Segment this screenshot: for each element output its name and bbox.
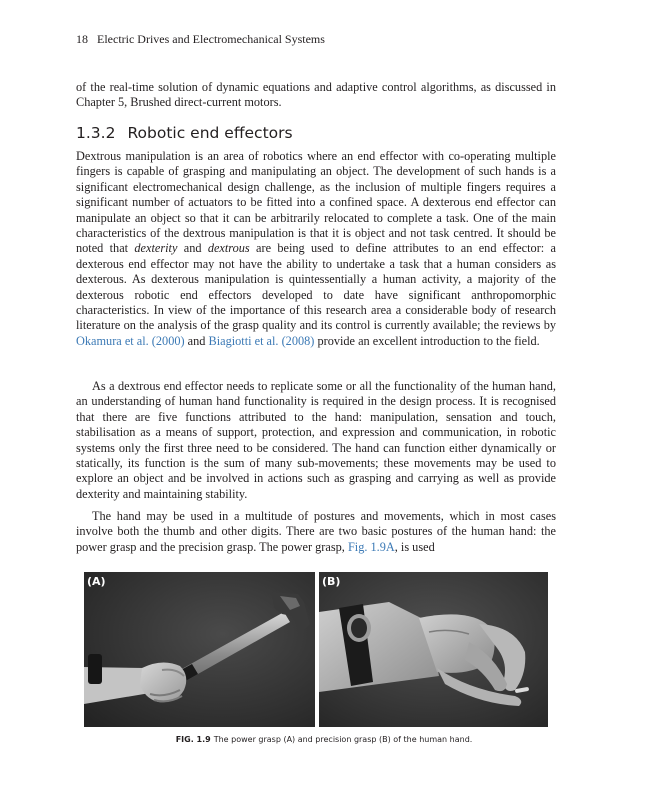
figure-reference[interactable]: Fig. 1.9A [347, 539, 395, 554]
running-head [76, 32, 325, 47]
book-title: Electric Drives and Electromechanical Systems [97, 32, 325, 46]
body-paragraph-3: The hand may be used in a multitude of postures and movements, which in most cases involve both the thumb and other digits. There are two basic postures of the human hand: the power grasp and the precision grasp. The power grasp, Fig. 1.9A, is used [76, 509, 556, 554]
body-paragraph-1: Dextrous manipulation is an area of robotics where an end effector with co-operating multiple fingers is capable of grasping and manipulating an object. The development of such hands is a significant electromechanical design challenge, as the inclusion of multiple fingers requires a significant number of actuators to be fitted into a confined space. A dexterous end effector can manipulate an object so that it can be arbitrarily relocated to complete a task. One of the main characteristics of the dextrous manipulation is that it is object and not task centred. It should be noted that dexterity and dextrous are being used to define attributes to an end effector: a dexterous end effector may not have the ability to undertake a task that a human considers as dexterous. As dexterous manipulation is quintessentially a human activity, a majority of the dexterous robotic end effectors developed to date have significant anthropomorphic characteristics. In view of the importance of this research area a considerable body of research literature on the analysis of the grasp quality and its control is currently available; the reviews by Okamura et al. (2000) and Biagiotti et al. (2008) provide an excellent introduction to the field. [76, 149, 556, 348]
citation-okamura[interactable]: Okamura et al. (2000) [76, 333, 185, 348]
figure-panel-a [84, 572, 315, 727]
section-title: Robotic end effectors [127, 124, 293, 142]
intro-paragraph: of the real-time solution of dynamic equations and adaptive control algorithms, as discussed in Chapter 5, Brushed direct-current motors. [76, 80, 556, 110]
figure-panel-b [319, 572, 548, 727]
figure-caption [0, 735, 648, 744]
figure-caption-text: The power grasp (A) and precision grasp (B) of the human hand. [213, 735, 473, 744]
italic-term-dextrous: dextrous [207, 241, 250, 256]
body-paragraph-2: As a dextrous end effector needs to replicate some or all the functionality of the human hand, an understanding of human hand functionality is required in the design process. It is recognised that there are five functions attributed to the hand: manipulation, sensation and touch, stabilisation as a means of support, protection, and expression and communication, in robotic systems only the first three need to be considered. The hand can function either dynamically or statically, its function is the sum of many sub-movements; these movements may be used to explore an object and be involved in actions such as grasping and carrying as well as provide dexterity and maintaining stability. [76, 379, 556, 501]
figure-caption-label: FIG. 1.9 [175, 735, 211, 744]
page-number: 18 [76, 32, 88, 46]
italic-term-dexterity: dexterity [134, 241, 178, 256]
section-heading [76, 124, 293, 142]
panel-b-label: (B) [322, 575, 341, 588]
power-grasp-photo [84, 572, 315, 727]
section-number: 1.3.2 [76, 124, 116, 142]
precision-grasp-photo [319, 572, 548, 727]
citation-biagiotti[interactable]: Biagiotti et al. (2008) [208, 333, 315, 348]
panel-a-label: (A) [87, 575, 106, 588]
